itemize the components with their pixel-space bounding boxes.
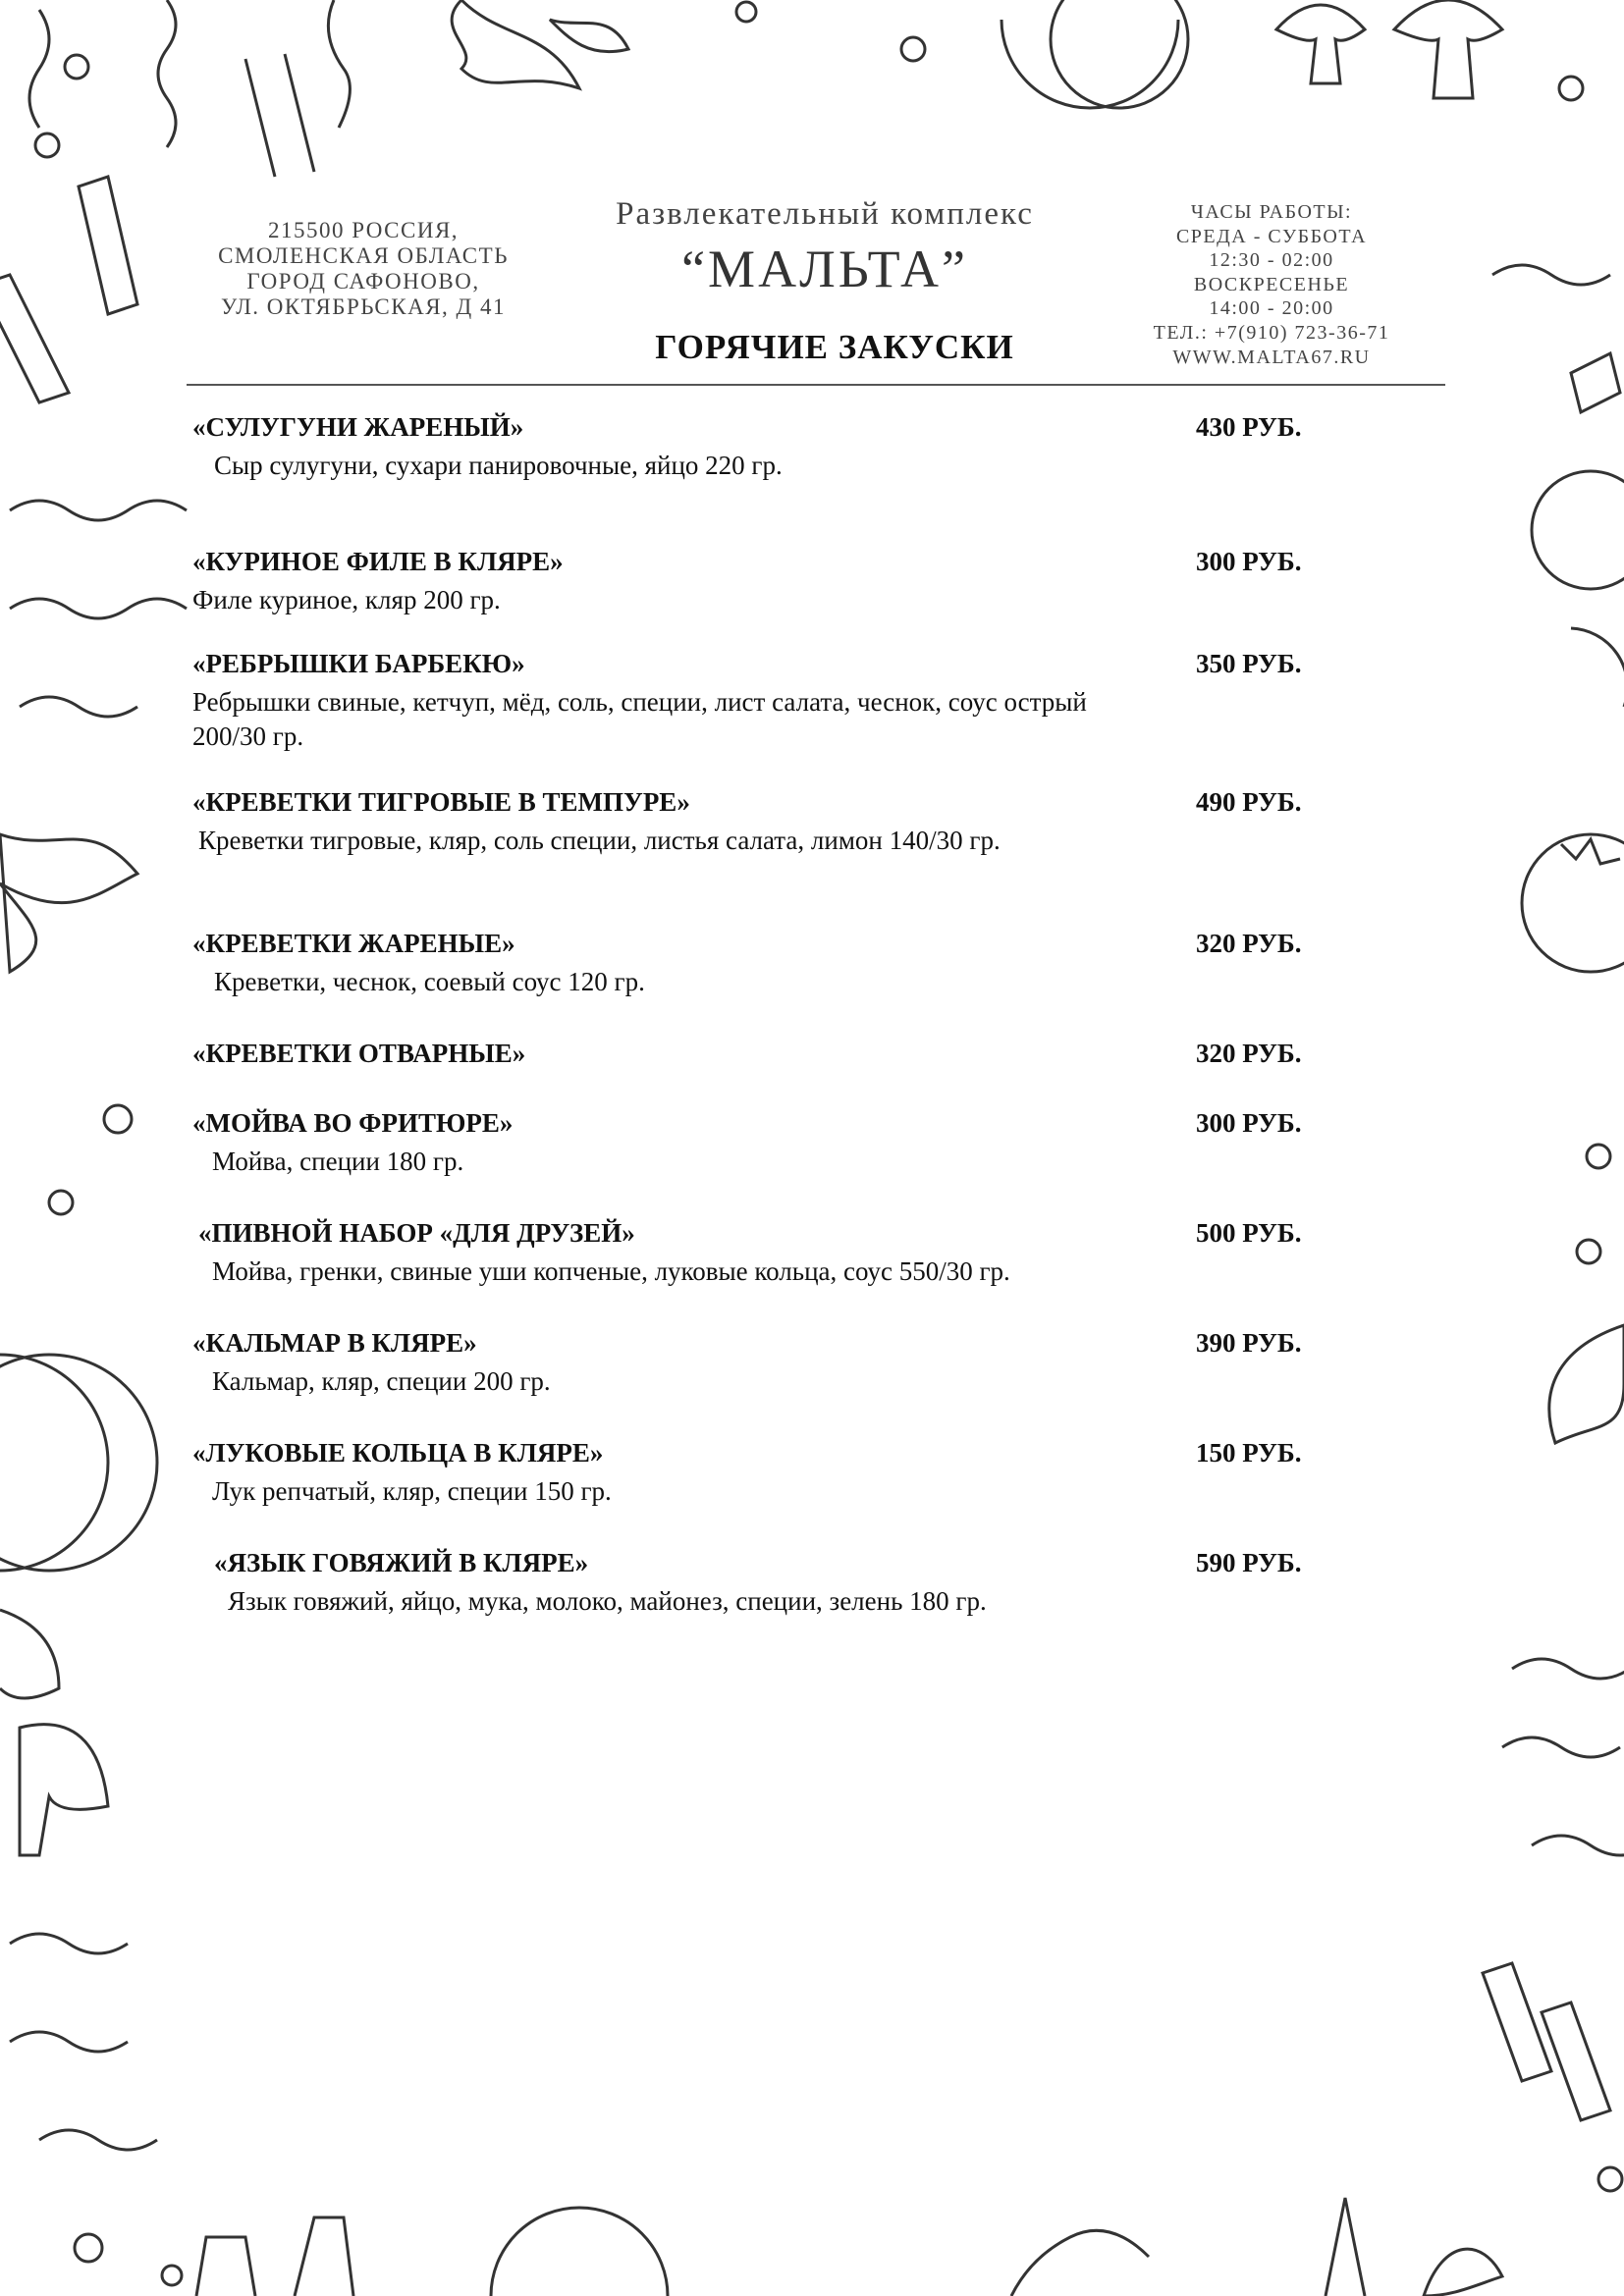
menu-item-price: 320 РУБ. [1196,929,1302,958]
pasta-twist-icon [39,2130,157,2150]
parsley-leaf-icon [452,0,579,88]
menu-item-name: «ЯЗЫК ГОВЯЖИЙ В КЛЯРЕ» [214,1548,589,1577]
pea-icon [65,55,88,79]
tomato-slice-icon [0,1355,108,1571]
address-line: СМОЛЕНСКАЯ ОБЛАСТЬ [218,243,509,268]
phone-line: ТЕЛ.: +7(910) 723-36-71 [1153,321,1390,344]
menu-item-description: Ребрышки свиные, кетчуп, мёд, соль, специи, лист салата, чеснок, соус острый 200/30 гр. [192,687,1087,751]
tomato-slice-icon [1532,471,1624,589]
pea-icon [1598,2167,1622,2191]
menu-item-description: Кальмар, кляр, специи 200 гр. [212,1366,551,1396]
menu-item-price: 350 РУБ. [1196,649,1302,678]
menu-item-description: Сыр сулугуни, сухари панировочные, яйцо 220 гр. [214,451,783,480]
menu-item-price: 490 РУБ. [1196,787,1302,817]
penne-pasta-icon [1542,2002,1610,2120]
pasta-twist-icon [10,501,187,520]
menu-item-name: «ПИВНОЙ НАБОР «ДЛЯ ДРУЗЕЙ» [198,1218,635,1248]
menu-item-name: «РЕБРЫШКИ БАРБЕКЮ» [192,649,525,678]
parsley-leaf-icon [1549,1325,1624,1443]
tomato-slice-icon [1571,628,1624,707]
menu-item-price: 300 РУБ. [1196,547,1302,576]
mushroom-icon [0,1610,59,1698]
menu-item-name: «МОЙВА ВО ФРИТЮРЕ» [192,1108,514,1138]
menu-item-name: «КРЕВЕТКИ ЖАРЕНЫЕ» [192,929,515,958]
pea-icon [49,1191,73,1214]
menu-item-name: «КРЕВЕТКИ ОТВАРНЫЕ» [192,1039,526,1068]
menu-item-description: Филе куриное, кляр 200 гр. [192,585,501,614]
pasta-twist-icon [158,0,176,147]
pea-icon [736,2,756,22]
pea-icon [104,1105,132,1133]
pea-icon [1559,77,1583,100]
hours-line: ВОСКРЕСЕНЬЕ [1193,273,1350,295]
penne-pasta-icon [1571,353,1620,412]
mushroom-icon [295,2217,353,2296]
hours-line: СРЕДА - СУББОТА [1175,225,1368,247]
parsley-leaf-icon [1424,2249,1502,2296]
pea-icon [901,37,925,61]
mushroom-icon [196,2237,255,2296]
menu-item-name: «КРЕВЕТКИ ТИГРОВЫЕ В ТЕМПУРЕ» [192,787,690,817]
pea-icon [162,2266,182,2285]
pasta-twist-icon [1502,1737,1620,1757]
pea-icon [35,133,59,157]
hours-line: ЧАСЫ РАБОТЫ: [1190,201,1353,223]
parsley-leaf-icon [550,20,628,52]
hours-line: 14:00 - 20:00 [1209,297,1334,320]
mushroom-icon [1394,0,1502,98]
menu-item-price: 500 РУБ. [1196,1218,1302,1248]
menu-item-name: «ЛУКОВЫЕ КОЛЬЦА В КЛЯРЕ» [192,1438,604,1468]
menu-item-description: Мойва, специи 180 гр. [212,1147,464,1176]
address-line: 215500 РОССИЯ, [267,218,460,242]
menu-item-description: Мойва, гренки, свиные уши копченые, луковые кольца, соус 550/30 гр. [212,1256,1010,1286]
pasta-twist-icon [1011,2230,1149,2296]
menu-item-description: Лук репчатый, кляр, специи 150 гр. [212,1476,612,1506]
address-block [187,218,540,320]
tomato-slice-icon [491,2208,668,2296]
pasta-twist-icon [1326,2198,1365,2296]
address-line: УЛ. ОКТЯБРЬСКАЯ, Д 41 [221,294,506,319]
header-divider [187,384,1445,386]
complex-name: “МАЛЬТА” [681,240,968,298]
pasta-twist-icon [20,697,137,717]
pea-icon [1577,1240,1600,1263]
hours-line: 12:30 - 02:00 [1209,249,1334,272]
pea-icon [1587,1145,1610,1168]
menu-item-price: 300 РУБ. [1196,1108,1302,1138]
pasta-twist-icon [10,1934,128,1953]
pasta-twist-icon [1512,1659,1624,1679]
pasta-twist-icon [245,54,314,177]
menu-item-description: Креветки, чеснок, соевый соус 120 гр. [214,967,645,996]
menu-item-price: 320 РУБ. [1196,1039,1302,1068]
pasta-twist-icon [10,2032,128,2052]
menu-item-price: 430 РУБ. [1196,412,1302,442]
complex-label: Развлекательный комплекс [616,196,1034,232]
tomato-slice-icon [1001,20,1178,108]
menu-item-name: «КУРИНОЕ ФИЛЕ В КЛЯРЕ» [192,547,564,576]
opening-hours-block [1129,200,1414,369]
section-title: ГОРЯЧИЕ ЗАКУСКИ [655,328,1014,366]
pasta-twist-icon [29,10,49,128]
tomato-stem-icon [1561,839,1620,864]
tomato-slice-icon [1051,0,1188,108]
menu-item-price: 150 РУБ. [1196,1438,1302,1468]
pasta-twist-icon [1492,265,1610,285]
penne-pasta-icon [0,275,69,402]
venue-heading [511,196,1139,299]
pasta-twist-icon [1532,1836,1624,1855]
penne-pasta-icon [79,177,137,314]
address-line: ГОРОД САФОНОВО, [246,269,480,294]
menu-item-price: 590 РУБ. [1196,1548,1302,1577]
menu-item-description: Креветки тигровые, кляр, соль специи, листья салата, лимон 140/30 гр. [198,826,1001,855]
pasta-twist-icon [10,599,187,618]
pea-icon [75,2234,102,2262]
menu-item-name: «СУЛУГУНИ ЖАРЕНЫЙ» [192,412,524,442]
website-line: WWW.MALTA67.RU [1172,346,1371,368]
mushroom-icon [20,1725,108,1855]
mushroom-icon [1276,5,1365,83]
penne-pasta-icon [1483,1963,1551,2081]
parsley-leaf-icon [0,834,137,972]
pasta-twist-icon [328,0,350,128]
menu-item-description: Язык говяжий, яйцо, мука, молоко, майонез, специи, зелень 180 гр. [228,1586,987,1616]
menu-item-price: 390 РУБ. [1196,1328,1302,1358]
menu-item-name: «КАЛЬМАР В КЛЯРЕ» [192,1328,477,1358]
